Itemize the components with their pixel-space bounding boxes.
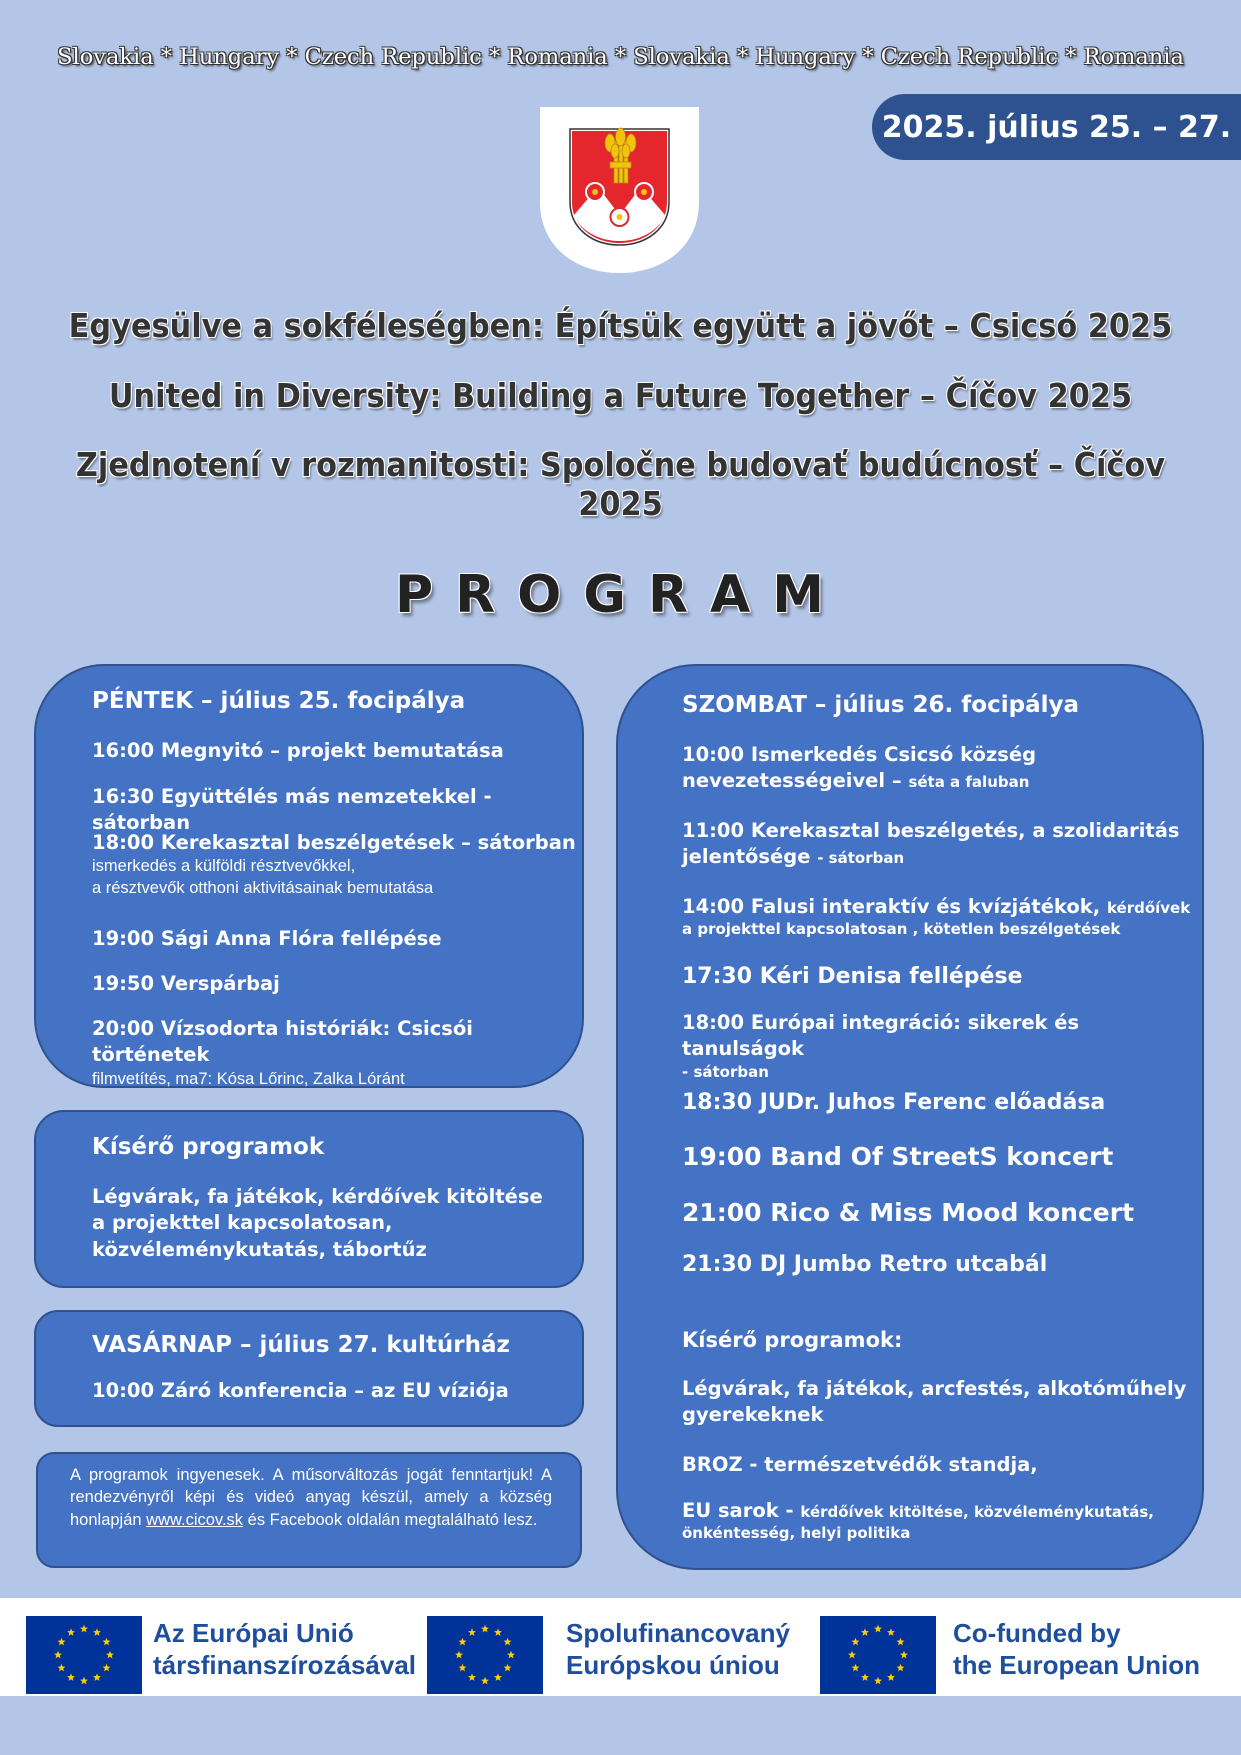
eu-text-line: Spolufinancovaný bbox=[566, 1618, 790, 1648]
saturday-side-item bbox=[682, 1376, 1186, 1429]
list-item: a projekttel kapcsolatosan, bbox=[92, 1211, 393, 1235]
side-programs-list bbox=[92, 1184, 543, 1263]
star-icon bbox=[80, 1677, 88, 1685]
eu-text-line: Co-funded by bbox=[953, 1618, 1121, 1648]
saturday-item-title: 11:00 Kerekasztal beszélgetés, a szolidaritás bbox=[682, 819, 1180, 842]
sunday-panel bbox=[34, 1310, 584, 1427]
saturday-item: 18:30 JUDr. Juhos Ferenc előadása bbox=[682, 1090, 1106, 1115]
eu-text-line: Az Európai Unió bbox=[153, 1618, 354, 1648]
eu-flag-icon bbox=[26, 1616, 142, 1694]
saturday-item-detail: a projekttel kapcsolatosan , kötetlen beszélgetések bbox=[682, 920, 1121, 939]
eu-funding-footer bbox=[0, 1598, 1241, 1696]
friday-heading: PÉNTEK – július 25. focipálya bbox=[92, 688, 466, 714]
list-item-detail: önkéntesség, helyi politika bbox=[682, 1524, 911, 1543]
eu-funding-hu bbox=[153, 1618, 416, 1681]
list-item: Légvárak, fa játékok, arcfestés, alkotóműhely bbox=[682, 1377, 1187, 1400]
title-english: United in Diversity: Building a Future Together – Číčov 2025 bbox=[108, 376, 1133, 415]
event-date: 2025. július 25. – 27. bbox=[881, 109, 1232, 145]
list-item: gyerekeknek bbox=[682, 1403, 824, 1427]
saturday-item: 21:30 DJ Jumbo Retro utcabál bbox=[682, 1252, 1048, 1277]
friday-item-detail: ismerkedés a külföldi résztvevőkkel, bbox=[92, 857, 356, 876]
notice-box bbox=[36, 1452, 582, 1568]
list-item-detail: kérdőívek kitöltése, közvéleménykutatás, bbox=[800, 1503, 1154, 1521]
star-icon bbox=[481, 1625, 489, 1633]
saturday-item: 21:00 Rico & Miss Mood koncert bbox=[682, 1198, 1135, 1227]
star-icon bbox=[103, 1638, 111, 1646]
star-icon bbox=[93, 1673, 101, 1681]
star-icon bbox=[494, 1628, 502, 1636]
star-icon bbox=[67, 1628, 75, 1636]
saturday-item bbox=[682, 894, 1190, 938]
notice-text-part: és Facebook oldalán megtalálható lesz. bbox=[247, 1510, 538, 1529]
star-icon bbox=[874, 1625, 882, 1633]
saturday-item: 17:30 Kéri Denisa fellépése bbox=[682, 964, 1023, 989]
saturday-heading: SZOMBAT – július 26. focipálya bbox=[682, 692, 1079, 718]
star-icon bbox=[67, 1673, 75, 1681]
title-slovak: Zjednotení v rozmanitosti: Spoločne budovať budúcnosť – Číčov 2025 bbox=[75, 445, 1166, 523]
saturday-item-detail: kérdőívek bbox=[1106, 899, 1191, 917]
friday-item bbox=[92, 1016, 582, 1090]
saturday-side-item bbox=[682, 1498, 1154, 1542]
star-icon bbox=[897, 1638, 905, 1646]
eu-funding-en bbox=[953, 1618, 1200, 1681]
star-icon bbox=[504, 1664, 512, 1672]
friday-item-detail: filmvetítés, ma7: Kósa Lőrinc, Zalka Lóránt bbox=[92, 1069, 405, 1088]
saturday-item-detail: séta a faluban bbox=[908, 773, 1030, 792]
side-programs-heading: Kísérő programok bbox=[92, 1134, 325, 1160]
star-icon bbox=[481, 1677, 489, 1685]
saturday-item bbox=[682, 818, 1180, 871]
star-icon bbox=[874, 1677, 882, 1685]
friday-item-title: 18:00 Kerekasztal beszélgetések – sátorban bbox=[92, 831, 576, 854]
star-icon bbox=[468, 1673, 476, 1681]
notice-text-part: A programok ingyenesek. A műsorváltozás jogát fenntartjuk! A rendezvényről képi és videó anyag készül, amely a község honlapján bbox=[70, 1466, 552, 1529]
title-hungarian: Egyesülve a sokféleségben: Építsük együtt a jövőt – Csicsó 2025 bbox=[68, 306, 1173, 345]
star-icon bbox=[897, 1664, 905, 1672]
star-icon bbox=[848, 1651, 856, 1659]
saturday-item-detail: - sátorban bbox=[817, 849, 905, 868]
notice-text bbox=[70, 1464, 552, 1531]
star-icon bbox=[468, 1628, 476, 1636]
eu-funding-sk bbox=[566, 1618, 790, 1681]
friday-item: 19:50 Verspárbaj bbox=[92, 972, 280, 995]
star-icon bbox=[458, 1638, 466, 1646]
star-icon bbox=[458, 1664, 466, 1672]
star-icon bbox=[851, 1638, 859, 1646]
star-icon bbox=[455, 1651, 463, 1659]
star-icon bbox=[57, 1638, 65, 1646]
saturday-item-title: jelentősége bbox=[682, 845, 811, 869]
saturday-item-title: nevezetességeivel – bbox=[682, 769, 902, 793]
list-item: EU sarok - bbox=[682, 1499, 794, 1522]
saturday-item-title: 14:00 Falusi interaktív és kvízjátékok, bbox=[682, 895, 1101, 918]
sunday-item: 10:00 Záró konferencia – az EU víziója bbox=[92, 1379, 509, 1402]
eu-text-line: the European Union bbox=[953, 1649, 1200, 1680]
saturday-item-title: 10:00 Ismerkedés Csicsó község bbox=[682, 743, 1037, 766]
star-icon bbox=[93, 1628, 101, 1636]
saturday-side-heading: Kísérő programok: bbox=[682, 1328, 903, 1352]
star-icon bbox=[106, 1651, 114, 1659]
list-item: közvéleménykutatás, tábortűz bbox=[92, 1237, 427, 1261]
sunday-heading: VASÁRNAP – július 27. kultúrház bbox=[92, 1332, 510, 1358]
eu-flag-icon bbox=[820, 1616, 936, 1694]
star-icon bbox=[507, 1651, 515, 1659]
saturday-item bbox=[682, 1010, 1202, 1081]
star-icon bbox=[861, 1628, 869, 1636]
friday-panel bbox=[34, 664, 584, 1088]
friday-item: 16:00 Megnyitó – projekt bemutatása bbox=[92, 739, 504, 762]
star-icon bbox=[504, 1638, 512, 1646]
star-icon bbox=[494, 1673, 502, 1681]
program-heading: PROGRAM bbox=[394, 565, 847, 625]
star-icon bbox=[887, 1628, 895, 1636]
saturday-item-detail: - sátorban bbox=[682, 1062, 769, 1081]
star-icon bbox=[861, 1673, 869, 1681]
eu-text-line: társfinanszírozásával bbox=[153, 1649, 417, 1680]
star-icon bbox=[54, 1651, 62, 1659]
countries-banner: Slovakia * Hungary * Czech Republic * Romania * Slovakia * Hungary * Czech Republic * Romania bbox=[57, 44, 1184, 70]
star-icon bbox=[57, 1664, 65, 1672]
saturday-item: 19:00 Band Of StreetS koncert bbox=[682, 1142, 1114, 1171]
star-icon bbox=[103, 1664, 111, 1672]
website-link[interactable]: www.cicov.sk bbox=[146, 1510, 244, 1529]
star-icon bbox=[900, 1651, 908, 1659]
saturday-item-title: 18:00 Európai integráció: sikerek és tanulságok bbox=[682, 1011, 1080, 1061]
friday-item: 16:30 Együttélés más nemzetekkel - sátorban bbox=[92, 785, 492, 835]
star-icon bbox=[887, 1673, 895, 1681]
saturday-panel bbox=[616, 664, 1204, 1570]
friday-item-detail: a résztvevők otthoni aktivitásainak bemutatása bbox=[92, 878, 434, 897]
coat-of-arms bbox=[538, 107, 701, 275]
friday-item-title: 20:00 Vízsodorta históriák: Csicsói történetek bbox=[92, 1017, 473, 1067]
list-item: Légvárak, fa játékok, kérdőívek kitöltése bbox=[92, 1185, 543, 1208]
eu-flag-icon bbox=[427, 1616, 543, 1694]
side-programs-panel bbox=[34, 1110, 584, 1288]
star-icon bbox=[80, 1625, 88, 1633]
eu-text-line: Európskou úniou bbox=[566, 1649, 780, 1680]
saturday-side-item: BROZ - természetvédők standja, bbox=[682, 1453, 1038, 1476]
saturday-item bbox=[682, 742, 1036, 795]
friday-item: 19:00 Sági Anna Flóra fellépése bbox=[92, 927, 442, 950]
friday-item bbox=[92, 830, 576, 899]
star-icon bbox=[851, 1664, 859, 1672]
event-date-badge bbox=[872, 94, 1241, 160]
